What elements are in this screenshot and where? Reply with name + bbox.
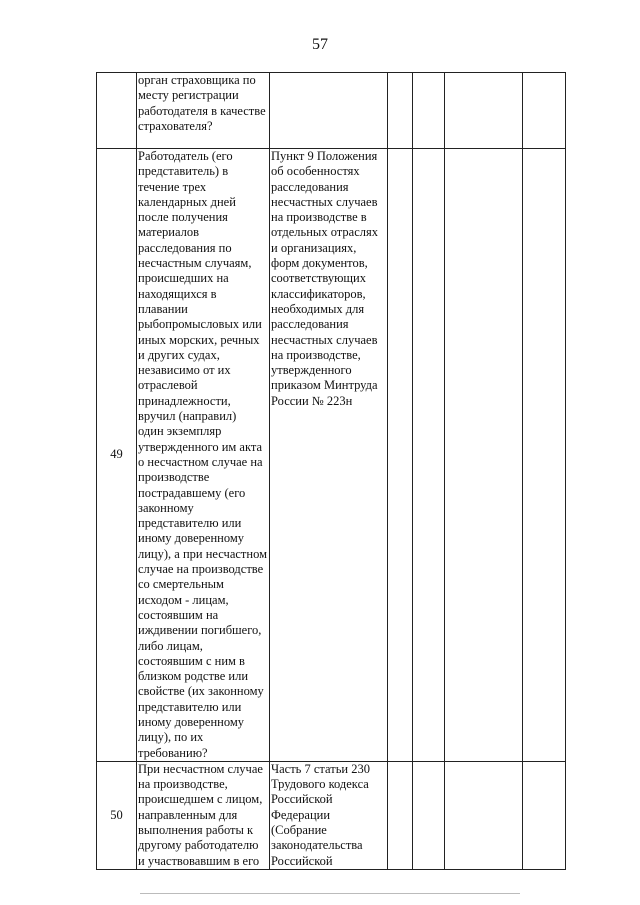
answer-not-applicable-cell <box>445 73 523 149</box>
row-number: 50 <box>97 761 137 869</box>
legal-reference-cell: Пункт 9 Положения об особенностях расследования несчастных случаев на производстве в отдельных отраслях и организациях, форм документов, соответствующих классификаторов, необходимых для расследования несчастных случаев на производстве, утвержденного приказом Минтруда России № 223н <box>270 149 388 762</box>
notes-cell <box>523 73 566 149</box>
legal-reference-cell <box>270 73 388 149</box>
answer-no-cell <box>413 761 445 869</box>
answer-not-applicable-cell <box>445 761 523 869</box>
table-row <box>97 73 566 149</box>
page-number: 57 <box>312 36 328 53</box>
answer-no-cell <box>413 73 445 149</box>
row-number: 49 <box>97 149 137 762</box>
answer-not-applicable-cell <box>445 149 523 762</box>
answer-yes-cell <box>388 149 413 762</box>
table-row <box>97 149 566 762</box>
legal-reference-cell: Часть 7 статьи 230 Трудового кодекса Российской Федерации (Собрание законодательства Российской <box>270 761 388 869</box>
answer-yes-cell <box>388 73 413 149</box>
notes-cell <box>523 761 566 869</box>
question-cell: Работодатель (его представитель) в течение трех календарных дней после получения материалов расследования по несчастным случаям, происшедших на находящихся в плавании рыбопромысловых или иных морских, речных и других судах, независимо от их отраслевой принадлежности, вручил (направил) один экземпляр утвержденного им акта о несчастном случае на производстве пострадавшему (его законному представителю или иному доверенному лицу), а при несчастном случае на производстве со смертельным исходом - лицам, состоявшим на иждивении погибшего, либо лицам, состоявшим с ним в близком родстве или свойстве (их законному представителю или иному доверенному лицу), по их требованию? <box>137 149 270 762</box>
scan-artifact-line <box>140 893 520 894</box>
row-number <box>97 73 137 149</box>
notes-cell <box>523 149 566 762</box>
answer-yes-cell <box>388 761 413 869</box>
question-cell: орган страховщика по месту регистрации работодателя в качестве страхователя? <box>137 73 270 149</box>
checklist-table <box>96 72 566 870</box>
question-cell: При несчастном случае на производстве, происшедшем с лицом, направленным для выполнения работы к другому работодателю и участвовавшим в его <box>137 761 270 869</box>
table-row <box>97 761 566 869</box>
answer-no-cell <box>413 149 445 762</box>
